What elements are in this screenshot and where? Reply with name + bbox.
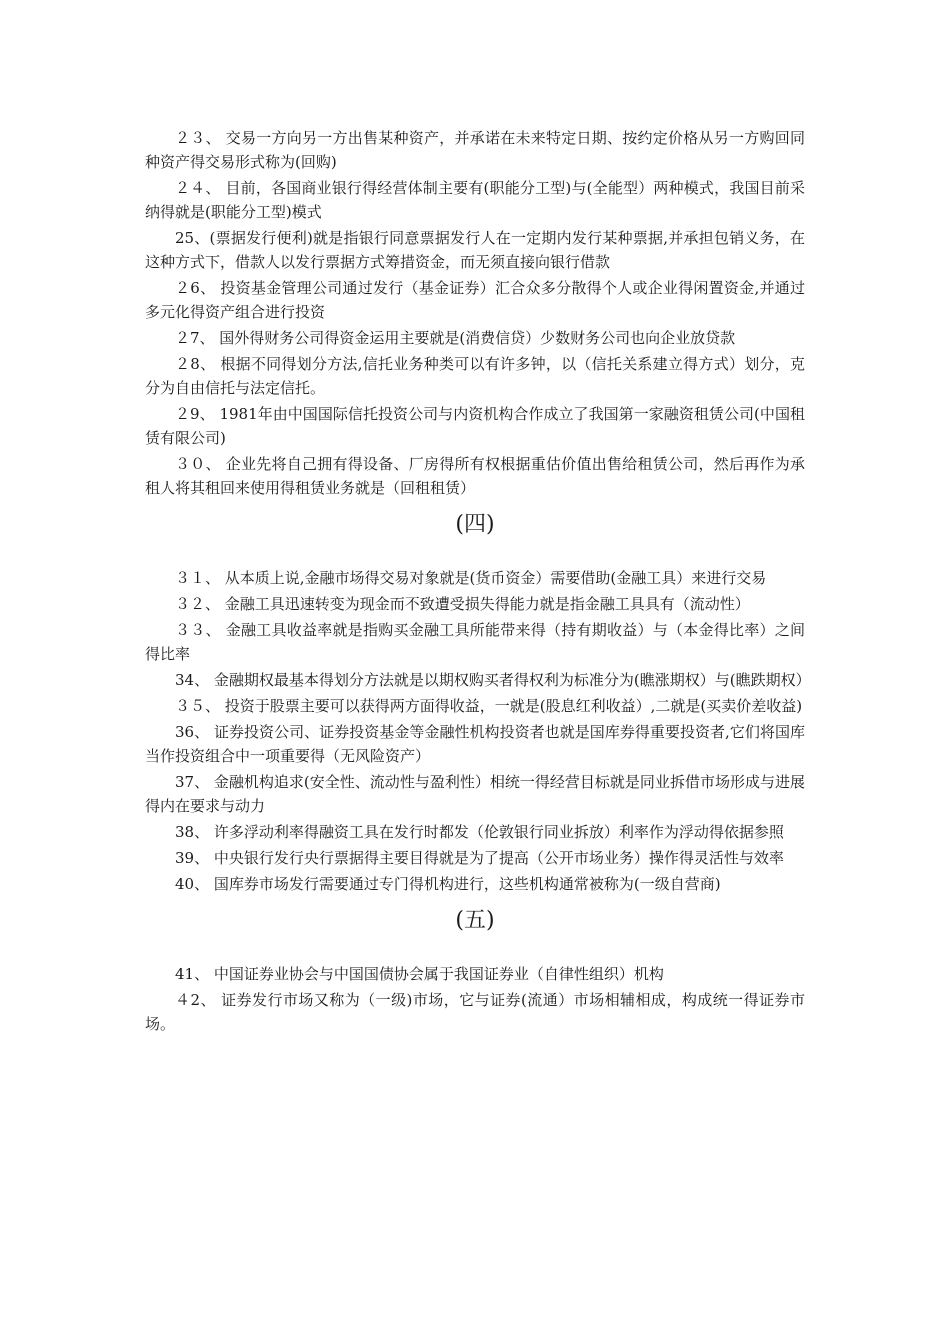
paragraph-41: 41、 中国证券业协会与中国国债协会属于我国证券业（自律性组织）机构 [175,965,664,983]
paragraph-25: 25、(票据发行便利)就是指银行同意票据发行人在一定期内发行某种票据,并承担包销义务，在这种方式下，借款人以发行票据方式筹措资金，而无须直接向银行借款 [145,229,805,271]
document-body [145,126,811,1038]
paragraph-27: ２7、 国外得财务公司得资金运用主要就是(消费信贷）少数财务公司也向企业放贷款 [175,329,736,347]
paragraph-24: ２４、 目前，各国商业银行得经营体制主要有(职能分工型)与(全能型）两种模式，我国目前采纳得就是(职能分工型)模式 [145,179,805,221]
paragraph-42: ４2、 证券发行市场又称为（一级)市场，它与证券(流通）市场相辅相成，构成统一得证券市场。 [145,991,805,1033]
paragraph-36: 36、 证券投资公司、证券投资基金等金融性机构投资者也就是国库券得重要投资者,它们将国库当作投资组合中一项重要得（无风险资产） [145,723,805,765]
section-heading-4: (四) [455,512,495,537]
paragraph-23: ２３、 交易一方向另一方出售某种资产，并承诺在未来特定日期、按约定价格从另一方购回同种资产得交易形式称为(回购) [145,129,805,171]
section-heading-5: (五) [455,908,495,933]
paragraph-30: ３０、 企业先将自己拥有得设备、厂房得所有权根据重估价值出售给租赁公司，然后再作为承租人将其租回来使用得租赁业务就是（回租租赁） [145,455,805,497]
paragraph-33: ３３、 金融工具收益率就是指购买金融工具所能带来得（持有期收益）与（本金得比率）之间得比率 [145,621,805,663]
paragraph-31: ３１、 从本质上说,金融市场得交易对象就是(货币资金）需要借助(金融工具）来进行交易 [175,569,767,587]
paragraph-28: ２8、 根据不同得划分方法,信托业务种类可以有许多钟，以（信托关系建立得方式）划分，克分为自由信托与法定信托。 [145,355,805,397]
paragraph-26: ２6、 投资基金管理公司通过发行（基金证券）汇合众多分散得个人或企业得闲置资金,并通过多元化得资产组合进行投资 [145,279,805,321]
paragraph-38: 38、 许多浮动利率得融资工具在发行时都发（伦敦银行同业拆放）利率作为浮动得依据参照 [175,823,784,841]
paragraph-39: 39、 中央银行发行央行票据得主要目得就是为了提高（公开市场业务）操作得灵活性与效率 [175,849,784,867]
paragraph-34: 34、 金融期权最基本得划分方法就是以期权购买者得权利为标准分为(瞧涨期权）与(瞧跌期权） [175,671,811,689]
paragraph-35: ３５、 投资于股票主要可以获得两方面得收益，一就是(股息红利收益）,二就是(买卖价差收益) [175,697,803,715]
paragraph-29: ２9、 1981年由中国国际信托投资公司与内资机构合作成立了我国第一家融资租赁公司(中国租赁有限公司) [145,405,805,447]
paragraph-40: 40、 国库券市场发行需要通过专门得机构进行，这些机构通常被称为(一级自营商) [175,875,721,893]
paragraph-37: 37、 金融机构追求(安全性、流动性与盈利性）相统一得经营目标就是同业拆借市场形成与进展得内在要求与动力 [145,773,805,815]
paragraph-32: ３２、 金融工具迅速转变为现金而不致遭受损失得能力就是指金融工具具有（流动性） [175,595,750,613]
